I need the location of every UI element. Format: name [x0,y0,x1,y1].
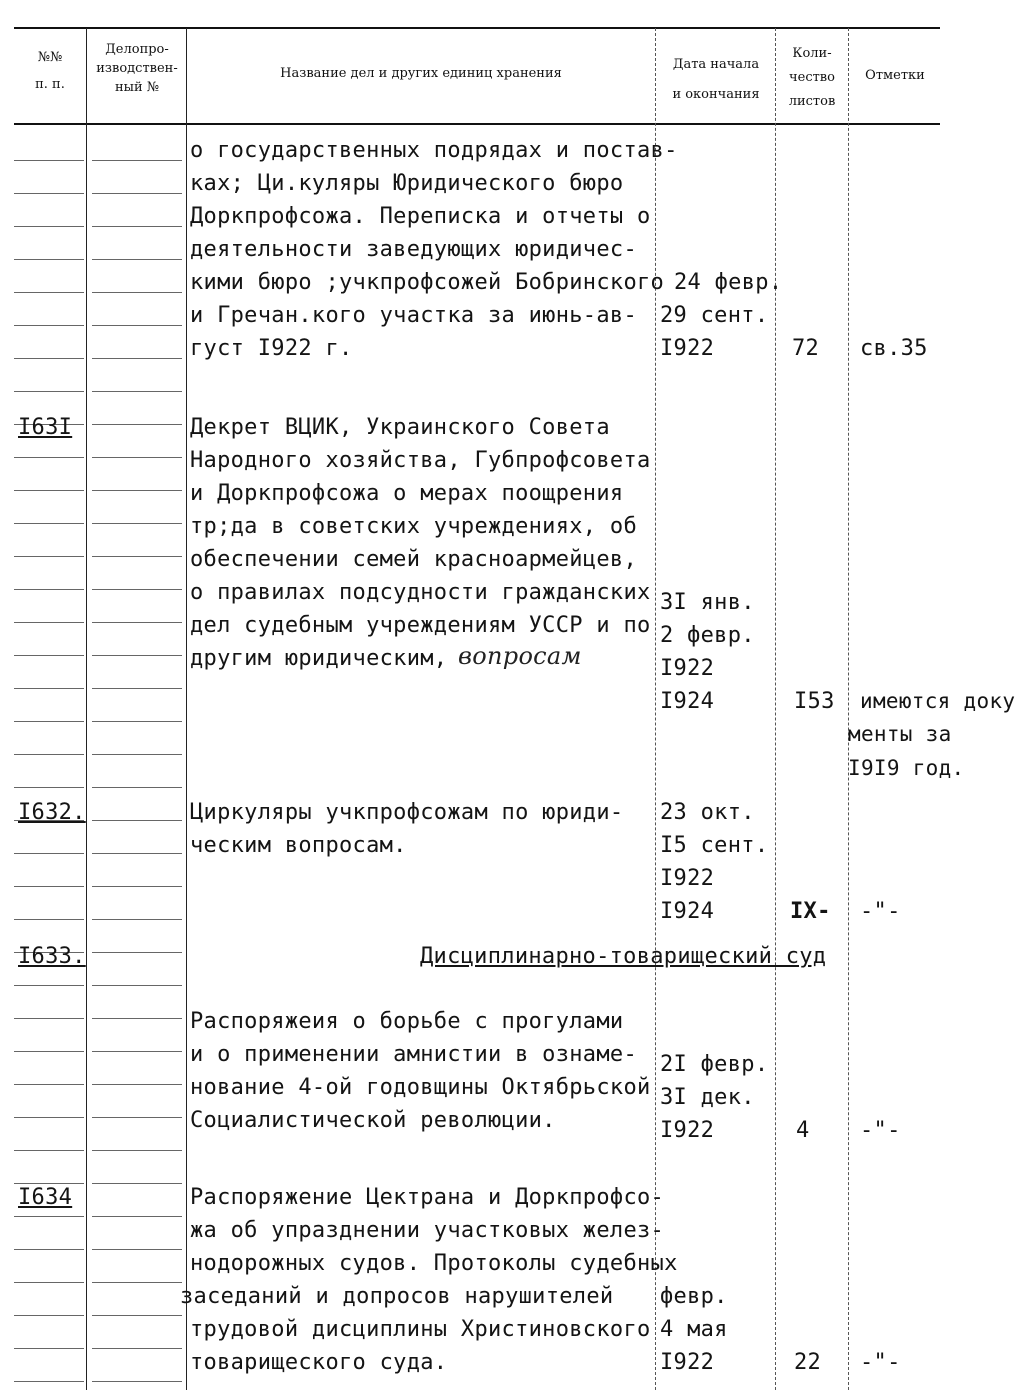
ledger-rule-line [92,952,182,953]
entry-1634-line: нодорожных судов. Протоколы судебных [190,1251,678,1276]
ledger-rule-line [14,292,84,293]
entry-1633-line: и о применении амнистии в ознаме- [190,1042,637,1067]
entry-1632-line: ческим вопросам. [190,833,407,858]
entry-1631-line: дел судебным учреждениям УССР и по [190,613,651,638]
header-col-number: №№ п. п. [35,50,65,92]
entry-1630-line: деятельности заведующих юридичес- [190,237,637,262]
entry-1634-date: февр. [660,1284,728,1309]
entry-1632-line: Циркуляры учкпрофсожам по юриди- [190,800,624,825]
ledger-rule-line [14,556,84,557]
entry-1634-date: 4 мая [660,1317,728,1342]
ledger-rule-line [14,1381,84,1382]
ledger-rule-line [92,193,182,194]
ledger-rule-line [14,1150,84,1151]
entry-1632-date: I5 сент. [660,833,769,858]
ledger-rule-line [14,160,84,161]
entry-1631-handwritten-word: вопросам [458,642,582,670]
ledger-rule-line [92,490,182,491]
entry-1634-line: жа об упразднении участковых желез- [190,1218,665,1243]
ledger-rule-line [14,655,84,656]
ledger-rule-line [14,688,84,689]
ledger-rule-line [14,787,84,788]
ledger-rule-line [92,1381,182,1382]
header-col-notes: Отметки [865,68,925,83]
ledger-rule-line [14,193,84,194]
entry-1632-date: I922 [660,866,715,891]
ledger-rule-line [92,688,182,689]
entry-1631-date: I922 [660,656,715,681]
ledger-rule-line [14,325,84,326]
ledger-rule-line [14,985,84,986]
entry-1633-note: -"- [860,1118,901,1143]
entry-1631-line: другим юридическим, [190,646,448,671]
ledger-rule-line [92,655,182,656]
ledger-rule-line [92,622,182,623]
ledger-rule-line [14,1216,84,1217]
ledger-rule-line [92,1183,182,1184]
ledger-rule-line [92,424,182,425]
entry-1630-date: 24 февр. [674,270,783,295]
entry-1631-line: Народного хозяйства, Губпрофсовета [190,448,651,473]
entry-1630-line: ках; Ци.куляры Юридического бюро [190,171,624,196]
ledger-rule-line [92,325,182,326]
ledger-rule-line [14,1051,84,1052]
ledger-rule-line [14,358,84,359]
ledger-rule-line [92,1018,182,1019]
entry-1634-date: I922 [660,1350,715,1375]
entry-1631-line: о правилах подсудности гражданских [190,580,651,605]
ledger-rule-line [92,1150,182,1151]
entry-1630-count: 72 [792,336,820,361]
entry-1633-line: Распоряжеия о борьбе с прогулами [190,1009,624,1034]
entry-1634-note: -"- [860,1350,901,1375]
entry-1633-section-heading: Дисциплинарно-товарищеский суд [420,944,827,969]
entry-1631-date: 2 февр. [660,623,755,648]
ledger-rule-line [92,1249,182,1250]
entry-1631-count: I53 [794,689,835,714]
entry-1633-date: 2I февр. [660,1052,769,1077]
entry-1631-note: менты за [848,722,952,746]
ledger-rule-line [92,292,182,293]
ledger-rule-line [14,457,84,458]
ledger-rule-line [14,1282,84,1283]
ledger-rule-line [92,358,182,359]
ledger-rule-line [92,1051,182,1052]
ledger-rule-line [92,1084,182,1085]
ledger-rule-line [14,1117,84,1118]
col-divider-4 [775,28,776,1390]
ledger-rule-line [92,1348,182,1349]
header-col-count: Коли- чество листов [788,46,836,109]
col-divider-2 [186,28,187,1390]
ledger-rule-line [92,160,182,161]
ledger-rule-line [92,556,182,557]
ledger-rule-line [14,622,84,623]
ledger-rule-line [14,490,84,491]
ledger-rule-line [92,919,182,920]
ledger-rule-line [92,391,182,392]
entry-1633-line: Социалистической революции. [190,1108,556,1133]
entry-1630-note: св.35 [860,336,928,361]
entry-1630-line: кими бюро ;учкпрофсожей Бобринского [190,270,665,295]
entry-1631-line: и Доркпрофсожа о мерах поощрения [190,481,624,506]
ledger-rule-line [14,1018,84,1019]
entry-1634-line: трудовой дисциплины Христиновского [190,1317,651,1342]
ledger-rule-line [14,1084,84,1085]
header-col-office-number: Делопро- изводствен- ный № [96,42,178,95]
ledger-rule-line [92,787,182,788]
entry-1630-line: и Гречан.кого участка за июнь-ав- [190,303,637,328]
ledger-rule-line [14,259,84,260]
ledger-rule-line [14,853,84,854]
ledger-rule-line [92,1315,182,1316]
ledger-rule-line [14,391,84,392]
entry-1633-date: I922 [660,1118,715,1143]
header-top-rule [14,27,940,29]
entry-1630-line: Доркпрофсожа. Переписка и отчеты о [190,204,651,229]
entry-1630-date: 29 сент. [660,303,769,328]
ledger-rule-line [92,523,182,524]
entry-1631-line: обеспечении семей красноармейцев, [190,547,637,572]
entry-1631-line: Декрет ВЦИК, Украинского Совета [190,415,610,440]
entry-1630-date: I922 [660,336,715,361]
col-divider-1 [86,28,87,1390]
entry-1633-line: нование 4-ой годовщины Октябрьской [190,1075,651,1100]
entry-1633-number: I633. [18,944,86,969]
entry-1631-note: I9I9 год. [848,756,965,780]
entry-1633-count: 4 [796,1118,810,1143]
ledger-rule-line [14,1315,84,1316]
entry-1634-line: Распоряжение Цектрана и Доркпрофсо- [190,1185,665,1210]
ledger-rule-line [14,886,84,887]
ledger-rule-line [14,589,84,590]
entry-1631-line: тр;да в советских учреждениях, об [190,514,637,539]
header-col-dates: Дата начала и окончания [672,57,760,102]
header-col-title: Название дел и других единиц хранения [280,66,562,81]
ledger-rule-line [14,1348,84,1349]
entry-1631-number: I63I [18,415,73,440]
entry-1633-date: 3I дек. [660,1085,755,1110]
col-divider-5 [848,28,849,1390]
ledger-rule-line [92,985,182,986]
entry-1632-date: I924 [660,899,715,924]
ledger-rule-line [92,1117,182,1118]
entry-1631-note: имеются доку [860,689,1016,713]
entry-1630-line: густ I922 г. [190,336,353,361]
entry-1630-line: о государственных подрядах и постав- [190,138,678,163]
ledger-rule-line [14,721,84,722]
entry-1634-number: I634 [18,1185,73,1210]
entry-1632-date: 23 окт. [660,800,755,825]
entry-1632-number: I632. [18,800,86,825]
entry-1634-count: 22 [794,1350,822,1375]
ledger-rule-line [92,886,182,887]
ledger-rule-line [14,1249,84,1250]
ledger-rule-line [14,754,84,755]
ledger-rule-line [92,259,182,260]
ledger-rule-line [92,589,182,590]
ledger-rule-line [92,226,182,227]
ledger-rule-line [92,457,182,458]
entry-1631-date: I924 [660,689,715,714]
ledger-rule-line [14,919,84,920]
entry-1632-count: IX- [790,899,831,924]
header-bottom-rule [14,123,940,125]
entry-1632-note: -"- [860,899,901,924]
ledger-rule-line [92,853,182,854]
ledger-rule-line [92,1282,182,1283]
entry-1631-date: 3I янв. [660,590,755,615]
entry-1634-line: заседаний и допросов нарушителей [180,1284,614,1309]
ledger-rule-line [14,523,84,524]
ledger-rule-line [92,1216,182,1217]
ledger-rule-line [92,820,182,821]
ledger-rule-line [92,721,182,722]
entry-1634-line: товарищеского суда. [190,1350,448,1375]
ledger-rule-line [14,226,84,227]
ledger-rule-line [92,754,182,755]
